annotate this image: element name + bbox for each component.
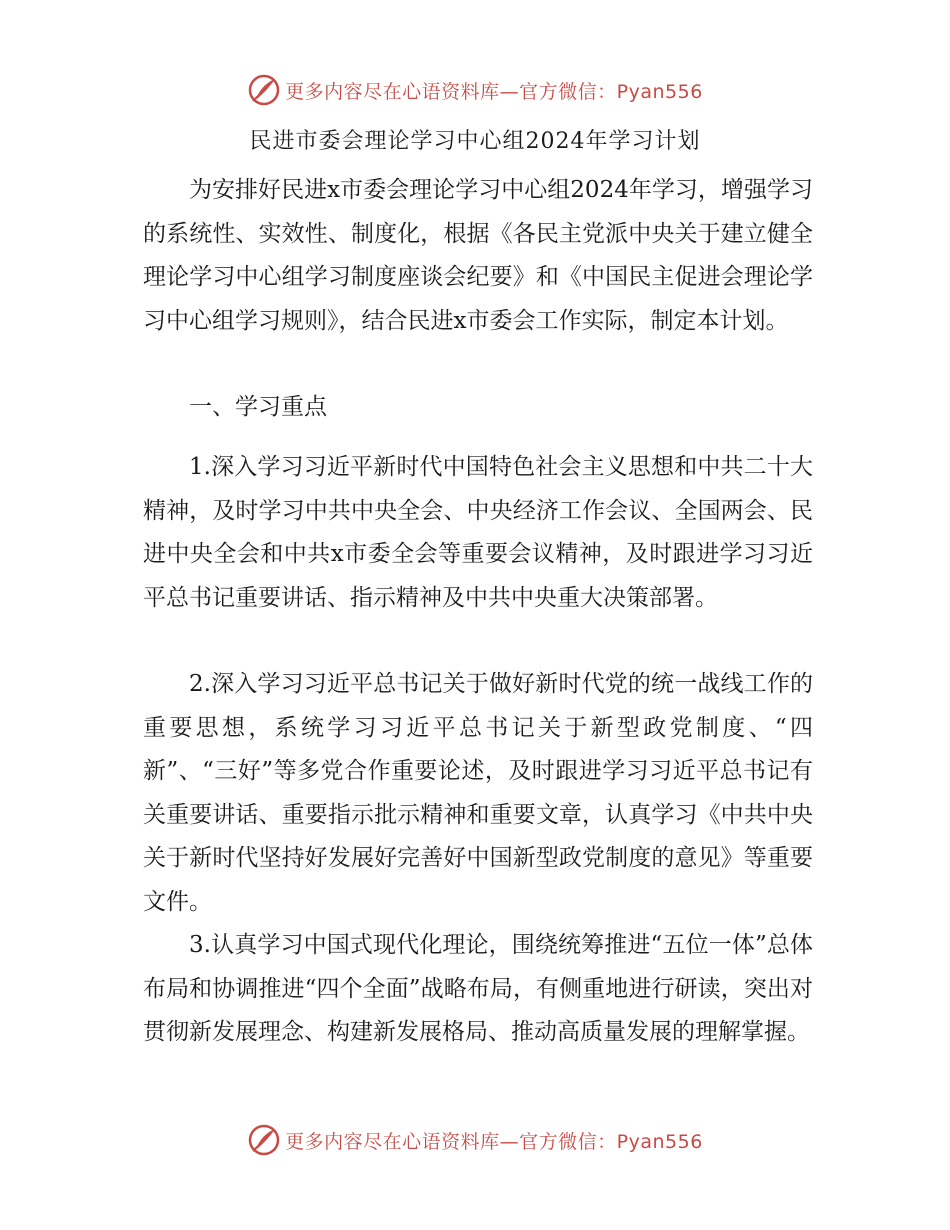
document-title: 民进市委会理论学习中心组2024年学习计划 [249,129,701,154]
intro-paragraph: 为安排好民进x市委会理论学习中心组2024年学习，增强学习的系统性、实效性、制度化，根据《各民主党派中央关于建立健全理论学习中心组学习制度座谈会纪要》和《中国民主促进会理论学习中心组学习规则》，结合民进x市委会工作实际，制定本计划。 [143,177,813,334]
list-item-3: 3.认真学习中国式现代化理论，围绕统筹推进“五位一体”总体布局和协调推进“四个全面”战略布局，有侧重地进行研读，突出对贯彻新发展理念、构建新发展格局、推动高质量发展的理解掌握。 [143,932,813,1045]
feather-quill-logo-icon [247,73,281,107]
watermark-text: 更多内容尽在心语资料库—官方微信：Pyan556 [285,80,703,103]
feather-quill-logo-icon [247,1123,281,1157]
watermark-text: 更多内容尽在心语资料库—官方微信：Pyan556 [285,1130,703,1153]
list-item-1: 1.深入学习习近平新时代中国特色社会主义思想和中共二十大精神，及时学习中共中央全会、中央经济工作会议、全国两会、民进中央全会和中共x市委全会等重要会议精神，及时跟进学习习近平总书记重要讲话、指示精神及中共中央重大决策部署。 [143,454,813,611]
watermark-banner-top [0,70,950,110]
section-heading: 一、学习重点 [189,394,327,420]
list-item-2: 2.深入学习习近平总书记关于做好新时代党的统一战线工作的重要思想，系统学习习近平总书记关于新型政党制度、“四新”、“三好”等多党合作重要论述，及时跟进学习习近平总书记有关重要讲话、重要指示批示精神和重要文章，认真学习《中共中央关于新时代坚持好发展好完善好中国新型政党制度的意见》等重要文件。 [143,671,813,915]
watermark-banner-bottom [0,1120,950,1160]
